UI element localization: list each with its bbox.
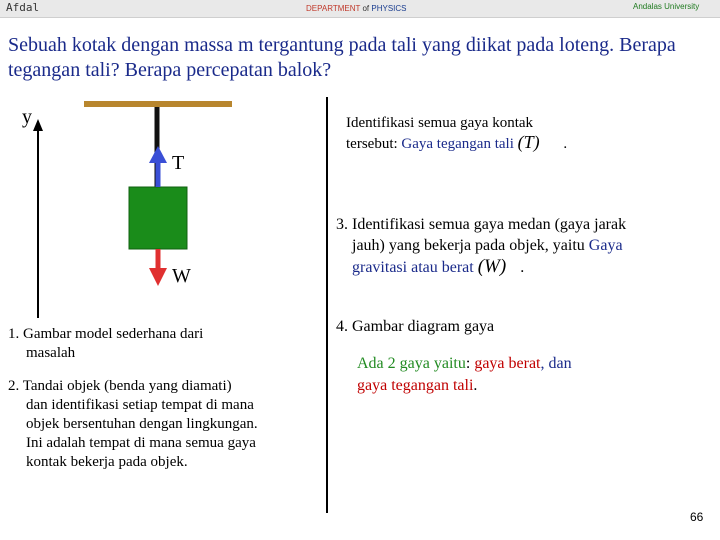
step-2-line-1: 2. Tandai objek (benda yang diamati) [8,378,232,394]
weight-symbol: (W) [477,256,507,277]
summary-weight: gaya berat [474,355,541,372]
step-2-line-5: kontak bekerja pada objek. [26,454,188,470]
gravity-phrase: gravitasi atau berat [352,259,474,276]
summary-tension: gaya tegangan tali [357,377,474,394]
summary-period: . [473,377,478,394]
step-3-period: . [520,259,525,276]
tension-force-name: Gaya tegangan tali [401,136,514,152]
step-1 [8,325,308,363]
summary-text [357,353,677,397]
step-2-line-2: dan identifikasi setiap tempat di mana [26,397,254,413]
step-1-line-2: masalah [26,345,76,361]
author-label: Afdal [6,1,40,14]
step-2-line-4: Ini adalah tempat di mana semua gaya [26,435,256,451]
step-1-line-1: 1. Gambar model sederhana dari [8,326,204,342]
step-2-line-3: objek bersentuhan dengan lingkungan. [26,416,258,432]
step-3 [336,214,716,278]
y-axis-arrowhead [33,119,43,131]
summary-comma: , dan [540,355,572,372]
step-3-line-1: 3. Identifikasi semua gaya medan (gaya jarak [336,216,627,233]
weight-label: W [172,265,191,287]
slide-title: Sebuah kotak dengan massa m tergantung pada tali yang diikat pada loteng. Berapa tegangan tali? Berapa percepatan balok? [8,34,676,81]
of-word: of [362,4,370,13]
step-4: 4. Gambar diagram gaya [336,318,495,335]
weight-arrowhead [149,268,167,286]
contact-period: . [563,136,568,152]
contact-line-2-prefix: tersebut: [346,136,402,152]
summary-colon: : [465,355,475,372]
summary-prefix: Ada 2 gaya yaitu [357,355,466,372]
ceiling-bar [84,101,232,107]
tension-arrowhead [149,146,167,163]
department-word: DEPARTMENT [306,4,361,13]
tension-label: T [172,152,185,174]
y-axis-label: y [22,106,32,128]
physics-word: PHYSICS [371,4,407,13]
step-3-line-2-prefix: jauh) yang bekerja pada objek, yaitu [352,237,589,254]
university-label: Andalas University [633,2,700,11]
slide-number: 66 [690,510,704,524]
box [129,187,187,249]
tension-symbol: (T) [517,132,540,152]
gravity-word: Gaya [588,237,623,254]
contact-forces-text [346,114,706,154]
contact-line-1: Identifikasi semua gaya kontak [346,115,534,131]
step-2 [8,377,318,472]
